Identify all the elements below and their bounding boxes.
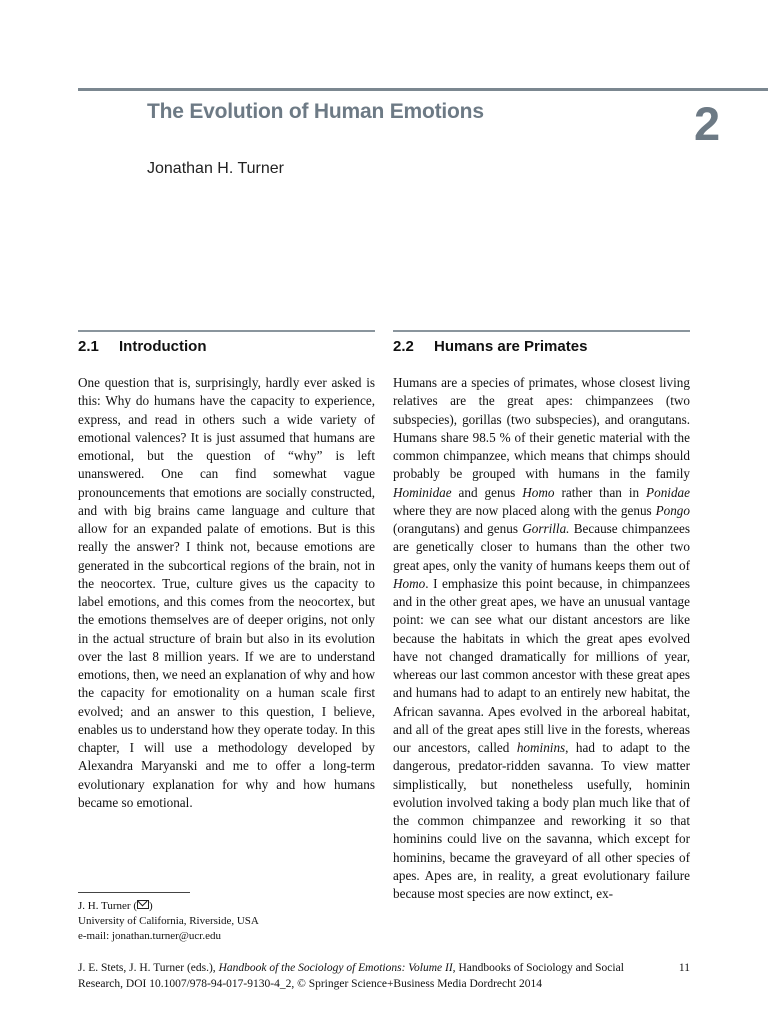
footnote-author: J. H. Turner ( )	[78, 900, 153, 912]
section-number: 2.2	[393, 338, 414, 355]
footnote-affiliation: University of California, Riverside, USA	[78, 915, 259, 927]
citation: J. E. Stets, J. H. Turner (eds.), Handbook of the Sociology of Emotions: Volume II, Handbooks of Sociology and Social Research, DOI 10.1007/978-94-017-9130-4_2, © Springer Science+Business Media Dordrecht 2014	[78, 962, 624, 990]
author-name: Jonathan H. Turner	[147, 160, 284, 177]
footnote-rule	[78, 892, 190, 893]
section-title: Introduction	[119, 338, 207, 355]
page-footer	[78, 960, 690, 992]
author-footnote	[78, 892, 375, 944]
envelope-icon	[137, 900, 149, 909]
section-heading-primates	[393, 338, 690, 374]
section-heading-introduction	[78, 338, 375, 374]
top-rule	[78, 88, 768, 91]
column-left	[78, 330, 375, 812]
section-rule	[393, 330, 690, 332]
section-title: Humans are Primates	[434, 338, 588, 355]
section-rule	[78, 330, 375, 332]
section-number: 2.1	[78, 338, 99, 355]
chapter-title: The Evolution of Human Emotions	[147, 100, 484, 123]
footnote-email: e-mail: jonathan.turner@ucr.edu	[78, 930, 221, 942]
page-number: 11	[678, 962, 690, 974]
primates-paragraph: Humans are a species of primates, whose closest living relatives are the great apes: chimpanzees (two subspecies), gorillas (two subspecies), and orangutans. Humans share 98.5 % of their genetic material with the common chimpanzee, which means that chimps should probably be grouped with humans in the family Hominidae and genus Homo rather than in Ponidae where they are now placed along with the genus Pongo (orangutans) and genus Gorrilla. Because chimpanzees are genetically closer to humans than the other two great apes, only the vanity of humans keeps them out of Homo. I emphasize this point because, in chimpanzees and in the other great apes, we have an unusual vantage point: we can see what our distant ancestors are like because the habitats in which the great apes evolved have not changed dramatically for millions of year, whereas our last common ancestor with these great apes and humans had to adapt to an entirely new habitat, the African savanna. Apes evolved in the arboreal habitat, and all of the great apes still live in the forests, whereas our ancestors, called hominins, had to adapt to the dangerous, predator-ridden savanna. To view matter simplistically, but nonetheless usefully, hominin evolution involved taking a body plan much like that of the common chimpanzee and reworking it so that hominins could live on the savanna, which except for hominins, became the graveyard of all other species of apes. Apes are, in reality, a great evolutionary failure because most species are now extinct, ex-	[393, 375, 690, 901]
introduction-paragraph: One question that is, surprisingly, hardly ever asked is this: Why do humans have the capacity to experience, express, and read in others such a wide variety of emotional valences? It is just assumed that humans are emotional, but the question of “why” is left unanswered. One can find somewhat vague pronouncements that emotions are socially constructed, and with big brains came language and culture that allow for an expanded palate of emotions. But is this really the answer? I think not, because emotions are generated in the subcortical regions of the brain, not in the neocortex. True, culture gives us the capacity to label emotions, and this comes from the neocortex, but the emotions themselves are of deeper origins, not only in the actual structure of brain but also in its evolution over the last 8 million years. If we are to understand emotions, then, we need an explanation of why and how the capacity for emotionality on a human scale first evolved; and an answer to this question, I believe, enables us to understand how they operate today. In this chapter, I will use a methodology developed by Alexandra Maryanski and me to offer a long-term evolutionary explanation for why and how humans became so emotional.	[78, 375, 376, 810]
chapter-number: 2	[694, 97, 721, 150]
column-right	[393, 330, 690, 903]
